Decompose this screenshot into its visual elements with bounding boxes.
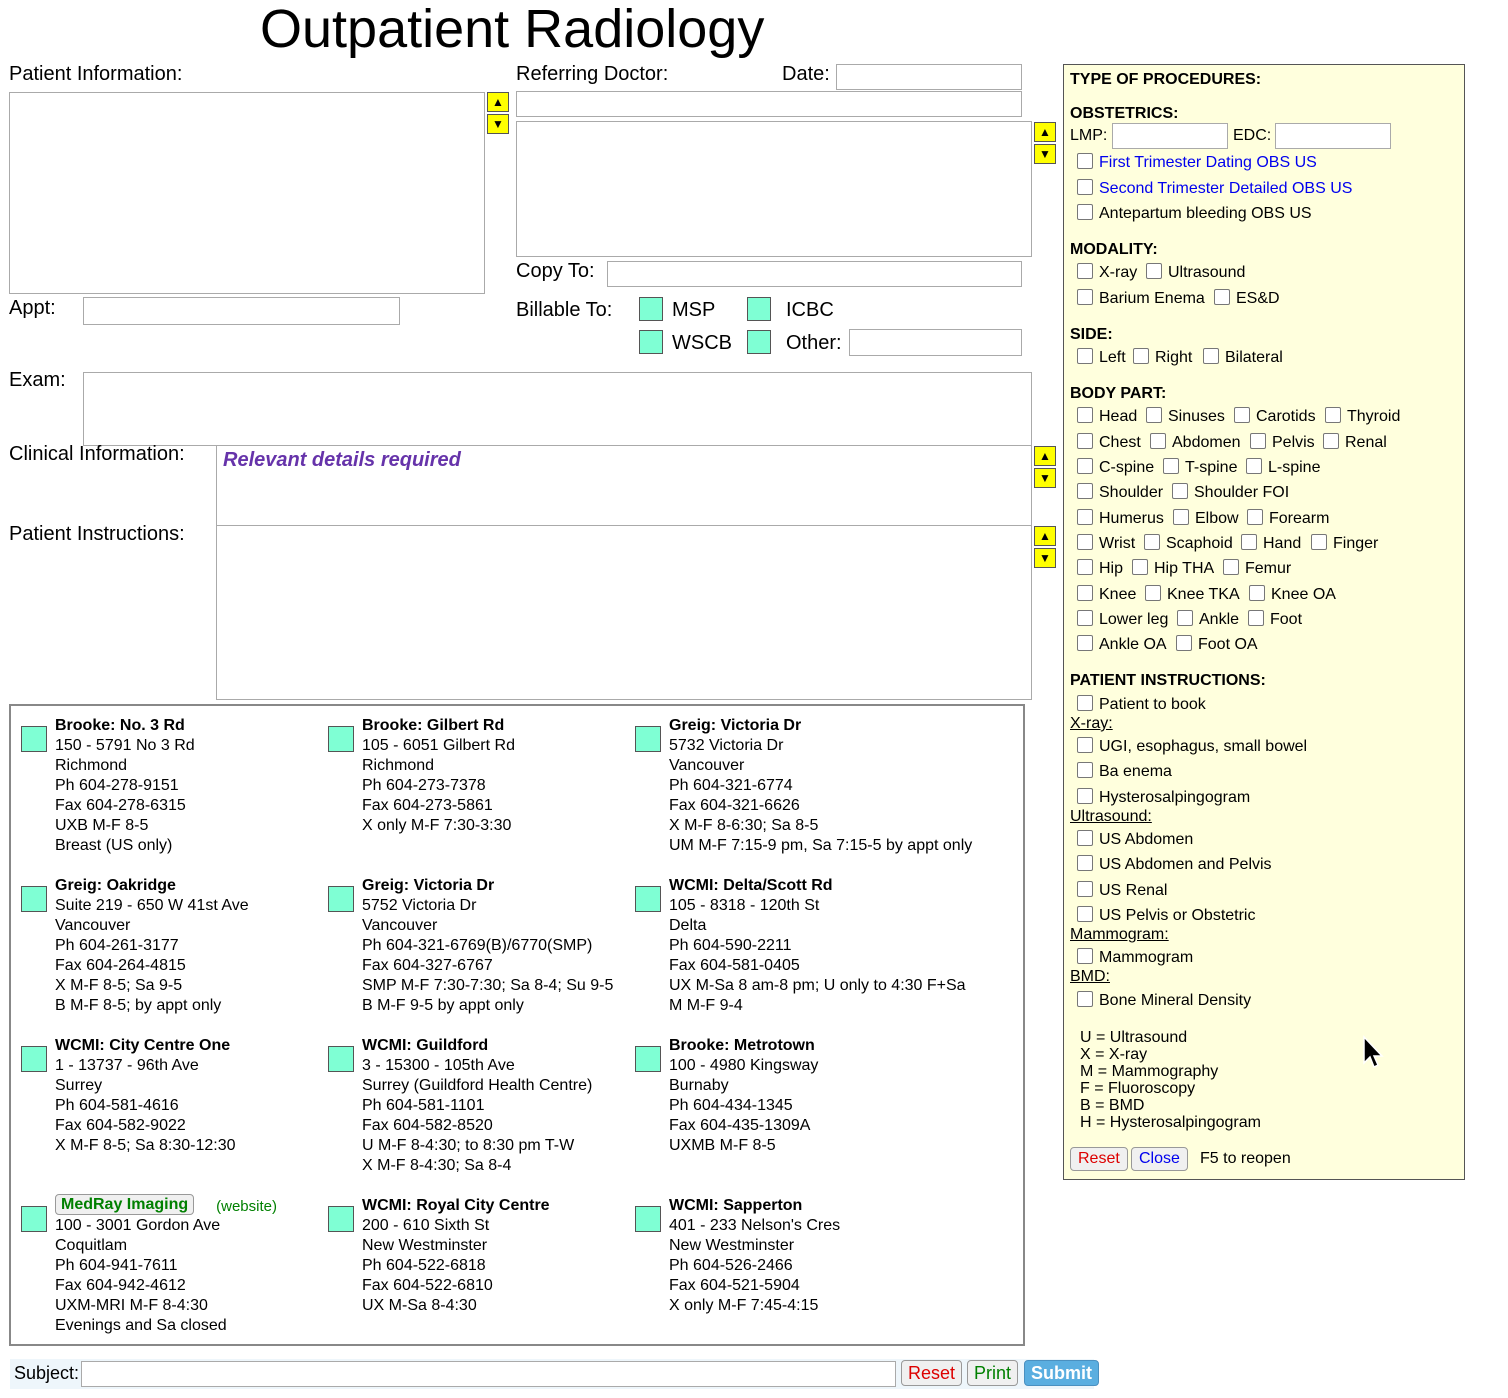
appt-input[interactable] [83, 297, 400, 325]
clinic-select-checkbox[interactable] [635, 1046, 661, 1072]
patient-instructions-label: Patient Instructions: [9, 523, 185, 545]
body-foot-oa-checkbox[interactable]: Foot OA [1176, 635, 1258, 655]
modality-legend [1080, 1029, 1261, 1131]
clinic-line: Ph 604-941-7611 [55, 1257, 178, 1274]
body-knee-oa-checkbox[interactable]: Knee OA [1249, 585, 1336, 605]
clinic-line: Vancouver [669, 757, 745, 774]
clinic-line: Fax 604-582-8520 [362, 1117, 493, 1134]
legend-line: F = Fluoroscopy [1080, 1080, 1196, 1097]
clinic-line: Ph 604-434-1345 [669, 1097, 793, 1114]
ultrasound-subheading: Ultrasound: [1070, 808, 1152, 825]
clinic-line: X M-F 8-5; Sa 9-5 [55, 977, 183, 994]
edc-input[interactable] [1275, 123, 1391, 149]
clinic-select-checkbox[interactable] [635, 886, 661, 912]
clinic-line: Fax 604-264-4815 [55, 957, 186, 974]
clinic-line: UX M-Sa 8-4:30 [362, 1297, 477, 1314]
legend-line: X = X-ray [1080, 1046, 1148, 1063]
modality-barium-enema-checkbox[interactable]: Barium Enema [1077, 289, 1205, 309]
clinical-info-scroller[interactable] [1034, 446, 1056, 488]
clinic-select-checkbox[interactable] [21, 1206, 47, 1232]
clinic-line: New Westminster [669, 1237, 795, 1254]
body-cspine-checkbox[interactable]: C-spine [1077, 458, 1154, 478]
legend-line: H = Hysterosalpingogram [1080, 1114, 1261, 1131]
obs-second-trimester-checkbox[interactable]: Second Trimester Detailed OBS US [1077, 179, 1352, 199]
clinic-line: 200 - 610 Sixth St [362, 1217, 490, 1234]
reset-button[interactable]: Reset [901, 1360, 962, 1386]
subject-input[interactable] [81, 1361, 896, 1387]
page-title: Outpatient Radiology [260, 0, 765, 59]
instr-mammogram-checkbox[interactable]: Mammogram [1077, 948, 1193, 968]
clinic-line: 100 - 3001 Gordon Ave [55, 1217, 221, 1234]
body-head-checkbox[interactable]: Head [1077, 407, 1137, 427]
body-thyroid-checkbox[interactable]: Thyroid [1325, 407, 1400, 427]
clinic-card [362, 716, 662, 836]
scroll-up-icon[interactable]: ▲ [1034, 526, 1056, 546]
clinic-name: Brooke: Metrotown [669, 1037, 815, 1054]
clinic-line: Burnaby [669, 1077, 729, 1094]
instr-hsg-checkbox[interactable]: Hysterosalpingogram [1077, 788, 1250, 808]
clinic-name: Brooke: No. 3 Rd [55, 717, 185, 734]
clinic-line: 105 - 8318 - 120th St [669, 897, 820, 914]
clinic-line: SMP M-F 7:30-7:30; Sa 8-4; Su 9-5 [362, 977, 614, 994]
exam-textarea[interactable] [83, 372, 1032, 446]
body-knee-tka-checkbox[interactable]: Knee TKA [1145, 585, 1240, 605]
clinic-line: Ph 604-526-2466 [669, 1257, 793, 1274]
clinic-select-checkbox[interactable] [21, 726, 47, 752]
clinic-line: Fax 604-521-5904 [669, 1277, 800, 1294]
clinic-select-checkbox[interactable] [21, 886, 47, 912]
clinic-name: WCMI: Sapperton [669, 1197, 803, 1214]
wscb-label: WSCB [672, 332, 732, 354]
legend-line: U = Ultrasound [1080, 1029, 1188, 1046]
billable-to-label: Billable To: [516, 299, 613, 321]
clinic-line: Ph 604-261-3177 [55, 937, 179, 954]
legend-line: B = BMD [1080, 1097, 1145, 1114]
clinic-name: WCMI: City Centre One [55, 1037, 231, 1054]
clinic-line: Ph 604-581-1101 [362, 1097, 485, 1114]
clinic-line: 5732 Victoria Dr [669, 737, 784, 754]
clinic-line: Breast (US only) [55, 837, 173, 854]
date-label: Date: [782, 63, 830, 85]
modality-heading: MODALITY: [1070, 241, 1158, 258]
body-hip-checkbox[interactable]: Hip [1077, 559, 1123, 579]
clinic-name: Greig: Victoria Dr [669, 717, 802, 734]
clinic-line: Richmond [362, 757, 435, 774]
clinic-line: 1 - 13737 - 96th Ave [55, 1057, 199, 1074]
clinic-line: Richmond [55, 757, 128, 774]
clinic-line: 5752 Victoria Dr [362, 897, 477, 914]
clinic-line: Surrey (Guildford Health Centre) [362, 1077, 593, 1094]
clinic-line: Ph 604-522-6818 [362, 1257, 486, 1274]
clinic-line: Ph 604-581-4616 [55, 1097, 179, 1114]
body-femur-checkbox[interactable]: Femur [1223, 559, 1291, 579]
body-shoulder-foi-checkbox[interactable]: Shoulder FOI [1172, 483, 1289, 503]
patient-info-textarea[interactable] [9, 92, 485, 294]
body-hand-checkbox[interactable]: Hand [1241, 534, 1301, 554]
procedures-heading: TYPE OF PROCEDURES: [1070, 71, 1262, 88]
copy-to-input[interactable] [607, 261, 1022, 287]
clinic-name: Greig: Oakridge [55, 877, 176, 894]
referring-doctor-input[interactable] [516, 91, 1022, 117]
clinic-line: Vancouver [55, 917, 131, 934]
clinic-line: X M-F 8-4:30; Sa 8-4 [362, 1157, 512, 1174]
clinical-info-label: Clinical Information: [9, 443, 185, 465]
scroll-up-icon[interactable]: ▲ [1034, 446, 1056, 466]
scroll-up-icon[interactable]: ▲ [1034, 122, 1056, 142]
body-abdomen-checkbox[interactable]: Abdomen [1150, 433, 1241, 453]
clinic-card [669, 1196, 969, 1316]
clinic-card [362, 876, 662, 1016]
clinic-line: U M-F 8-4:30; to 8:30 pm T-W [362, 1137, 575, 1154]
obstetrics-heading: OBSTETRICS: [1070, 105, 1179, 122]
lmp-input[interactable] [1112, 123, 1228, 149]
body-chest-checkbox[interactable]: Chest [1077, 433, 1141, 453]
print-button[interactable]: Print [967, 1360, 1018, 1386]
clinical-info-placeholder: Relevant details required [223, 449, 461, 471]
clinic-card [55, 876, 355, 1016]
clinic-name: Greig: Victoria Dr [362, 877, 495, 894]
clinic-select-checkbox[interactable] [328, 886, 354, 912]
medray-button[interactable]: MedRay Imaging [55, 1194, 194, 1215]
clinic-select-checkbox[interactable] [635, 1206, 661, 1232]
exam-label: Exam: [9, 369, 66, 391]
clinic-card [362, 1036, 662, 1176]
date-input[interactable] [836, 64, 1022, 90]
clinic-line: Ph 604-321-6769(B)/6770(SMP) [362, 937, 593, 954]
clinic-line: Ph 604-590-2211 [669, 937, 792, 954]
scroll-down-icon[interactable]: ▼ [1034, 468, 1056, 488]
bmd-subheading: BMD: [1070, 968, 1110, 985]
clinic-line: UXM-MRI M-F 8-4:30 [55, 1297, 208, 1314]
icbc-label: ICBC [786, 299, 834, 321]
copy-to-label: Copy To: [516, 260, 595, 282]
modality-xray-checkbox[interactable]: X-ray [1077, 263, 1137, 283]
edc-label: EDC: [1233, 127, 1272, 144]
side-bilateral-checkbox[interactable]: Bilateral [1203, 348, 1283, 368]
clinic-list [9, 704, 1025, 1346]
clinic-card [55, 1036, 355, 1156]
clinic-line: Ph 604-321-6774 [669, 777, 793, 794]
body-pelvis-checkbox[interactable]: Pelvis [1250, 433, 1315, 453]
scroll-down-icon[interactable]: ▼ [1034, 144, 1056, 164]
instr-us-pelvis-obstetric-checkbox[interactable]: US Pelvis or Obstetric [1077, 906, 1255, 926]
clinical-info-textarea[interactable] [216, 445, 1032, 527]
other-checkbox[interactable] [747, 330, 771, 354]
instr-us-abd-pelvis-checkbox[interactable]: US Abdomen and Pelvis [1077, 855, 1272, 875]
clinic-line: UM M-F 7:15-9 pm, Sa 7:15-5 by appt only [669, 837, 973, 854]
body-lower-leg-checkbox[interactable]: Lower leg [1077, 610, 1168, 630]
body-wrist-checkbox[interactable]: Wrist [1077, 534, 1135, 554]
panel-close-button[interactable]: Close [1131, 1147, 1188, 1171]
icbc-checkbox[interactable] [747, 297, 771, 321]
mouse-cursor-icon [1362, 1035, 1384, 1071]
clinic-line: Fax 604-581-0405 [669, 957, 800, 974]
clinic-line: 401 - 233 Nelson's Cres [669, 1217, 841, 1234]
side-heading: SIDE: [1070, 326, 1113, 343]
clinic-name: Brooke: Gilbert Rd [362, 717, 505, 734]
clinic-line: Fax 604-582-9022 [55, 1117, 186, 1134]
clinic-name: WCMI: Delta/Scott Rd [669, 877, 833, 894]
xray-subheading: X-ray: [1070, 715, 1113, 732]
clinic-line: Fax 604-273-5861 [362, 797, 493, 814]
clinic-line: Fax 604-435-1309A [669, 1117, 811, 1134]
clinic-line: Surrey [55, 1077, 103, 1094]
clinic-line: 100 - 4980 Kingsway [669, 1057, 819, 1074]
clinic-name: WCMI: Royal City Centre [362, 1197, 550, 1214]
msp-checkbox[interactable] [639, 297, 663, 321]
website-link[interactable]: (website) [216, 1198, 277, 1215]
clinic-line: 105 - 6051 Gilbert Rd [362, 737, 515, 754]
clinic-line: X M-F 8-6:30; Sa 8-5 [669, 817, 819, 834]
instr-ugi-checkbox[interactable]: UGI, esophagus, small bowel [1077, 737, 1307, 757]
body-hip-tha-checkbox[interactable]: Hip THA [1132, 559, 1214, 579]
patient-instructions-textarea[interactable] [216, 525, 1032, 700]
submit-button[interactable]: Submit [1024, 1360, 1099, 1386]
instr-ba-enema-checkbox[interactable]: Ba enema [1077, 762, 1172, 782]
clinic-select-checkbox[interactable] [328, 726, 354, 752]
clinic-card [362, 1196, 662, 1316]
clinic-line: UXB M-F 8-5 [55, 817, 149, 834]
modality-ultrasound-checkbox[interactable]: Ultrasound [1146, 263, 1245, 283]
scroll-down-icon[interactable]: ▼ [487, 114, 509, 134]
scroll-up-icon[interactable]: ▲ [487, 92, 509, 112]
clinic-select-checkbox[interactable] [635, 726, 661, 752]
other-label: Other: [786, 332, 842, 354]
clinic-line: X only M-F 7:45-4:15 [669, 1297, 819, 1314]
wscb-checkbox[interactable] [639, 330, 663, 354]
body-shoulder-checkbox[interactable]: Shoulder [1077, 483, 1163, 503]
modality-esd-checkbox[interactable]: ES&D [1214, 289, 1280, 309]
clinic-select-checkbox[interactable] [21, 1046, 47, 1072]
obs-antepartum-checkbox[interactable]: Antepartum bleeding OBS US [1077, 204, 1312, 224]
body-part-heading: BODY PART: [1070, 385, 1167, 402]
body-finger-checkbox[interactable]: Finger [1311, 534, 1378, 554]
clinic-line: Evenings and Sa closed [55, 1317, 227, 1334]
clinic-line: Ph 604-273-7378 [362, 777, 486, 794]
body-foot-checkbox[interactable]: Foot [1248, 610, 1302, 630]
mammogram-subheading: Mammogram: [1070, 926, 1169, 943]
patient-info-scroller[interactable] [487, 92, 509, 134]
patient-instructions-scroller[interactable] [1034, 526, 1056, 568]
clinic-line: UX M-Sa 8 am-8 pm; U only to 4:30 F+Sa [669, 977, 966, 994]
body-humerus-checkbox[interactable]: Humerus [1077, 509, 1164, 529]
referring-doctor-label: Referring Doctor: [516, 63, 669, 85]
appt-label: Appt: [9, 297, 56, 319]
body-carotids-checkbox[interactable]: Carotids [1234, 407, 1316, 427]
clinic-line: 150 - 5791 No 3 Rd [55, 737, 195, 754]
clinic-line: Ph 604-278-9151 [55, 777, 179, 794]
body-tspine-checkbox[interactable]: T-spine [1163, 458, 1237, 478]
clinic-line: Suite 219 - 650 W 41st Ave [55, 897, 249, 914]
body-scaphoid-checkbox[interactable]: Scaphoid [1144, 534, 1233, 554]
clinic-line: X M-F 8-5; Sa 8:30-12:30 [55, 1137, 236, 1154]
patient-info-label: Patient Information: [9, 63, 183, 85]
body-sinuses-checkbox[interactable]: Sinuses [1146, 407, 1225, 427]
legend-line: M = Mammography [1080, 1063, 1219, 1080]
clinic-line: B M-F 8-5; by appt only [55, 997, 222, 1014]
referring-doctor-scroller[interactable] [1034, 122, 1056, 164]
msp-label: MSP [672, 299, 716, 321]
body-ankle-oa-checkbox[interactable]: Ankle OA [1077, 635, 1167, 655]
clinic-line: B M-F 9-5 by appt only [362, 997, 524, 1014]
subject-label: Subject: [14, 1363, 80, 1383]
clinic-name: WCMI: Guildford [362, 1037, 489, 1054]
clinic-card [669, 1036, 969, 1156]
body-renal-checkbox[interactable]: Renal [1323, 433, 1387, 453]
clinic-line: Fax 604-522-6810 [362, 1277, 493, 1294]
clinic-line: UXMB M-F 8-5 [669, 1137, 776, 1154]
clinic-line: New Westminster [362, 1237, 488, 1254]
clinic-line: Delta [669, 917, 707, 934]
instr-us-abdomen-checkbox[interactable]: US Abdomen [1077, 830, 1193, 850]
clinic-select-checkbox[interactable] [328, 1046, 354, 1072]
side-right-checkbox[interactable]: Right [1133, 348, 1192, 368]
body-forearm-checkbox[interactable]: Forearm [1247, 509, 1329, 529]
clinic-card [669, 716, 973, 856]
clinic-line: Vancouver [362, 917, 438, 934]
patient-instructions-heading: PATIENT INSTRUCTIONS: [1070, 672, 1266, 689]
body-ankle-checkbox[interactable]: Ankle [1177, 610, 1239, 630]
instr-us-renal-checkbox[interactable]: US Renal [1077, 881, 1167, 901]
clinic-line: X only M-F 7:30-3:30 [362, 817, 512, 834]
clinic-line: 3 - 15300 - 105th Ave [362, 1057, 515, 1074]
clinic-card [55, 716, 355, 856]
side-left-checkbox[interactable]: Left [1077, 348, 1126, 368]
obs-first-trimester-checkbox[interactable]: First Trimester Dating OBS US [1077, 153, 1317, 173]
clinic-select-checkbox[interactable] [328, 1206, 354, 1232]
body-lspine-checkbox[interactable]: L-spine [1246, 458, 1320, 478]
clinic-line: Fax 604-327-6767 [362, 957, 493, 974]
clinic-line: Coquitlam [55, 1237, 128, 1254]
procedures-panel [1063, 64, 1465, 1180]
clinic-card [669, 876, 969, 1016]
body-elbow-checkbox[interactable]: Elbow [1173, 509, 1239, 529]
clinic-line: Fax 604-321-6626 [669, 797, 800, 814]
clinic-line: Fax 604-942-4612 [55, 1277, 186, 1294]
clinic-card [55, 1196, 355, 1336]
lmp-label: LMP: [1070, 127, 1108, 144]
panel-reset-button[interactable]: Reset [1070, 1147, 1128, 1171]
clinic-line: M M-F 9-4 [669, 997, 743, 1014]
referring-doctor-textarea[interactable] [516, 121, 1032, 257]
other-input[interactable] [849, 329, 1022, 356]
body-knee-checkbox[interactable]: Knee [1077, 585, 1136, 605]
patient-to-book-checkbox[interactable]: Patient to book [1077, 695, 1206, 715]
clinic-line: Fax 604-278-6315 [55, 797, 186, 814]
scroll-down-icon[interactable]: ▼ [1034, 548, 1056, 568]
reopen-hint: F5 to reopen [1200, 1150, 1291, 1167]
instr-bmd-checkbox[interactable]: Bone Mineral Density [1077, 991, 1251, 1011]
